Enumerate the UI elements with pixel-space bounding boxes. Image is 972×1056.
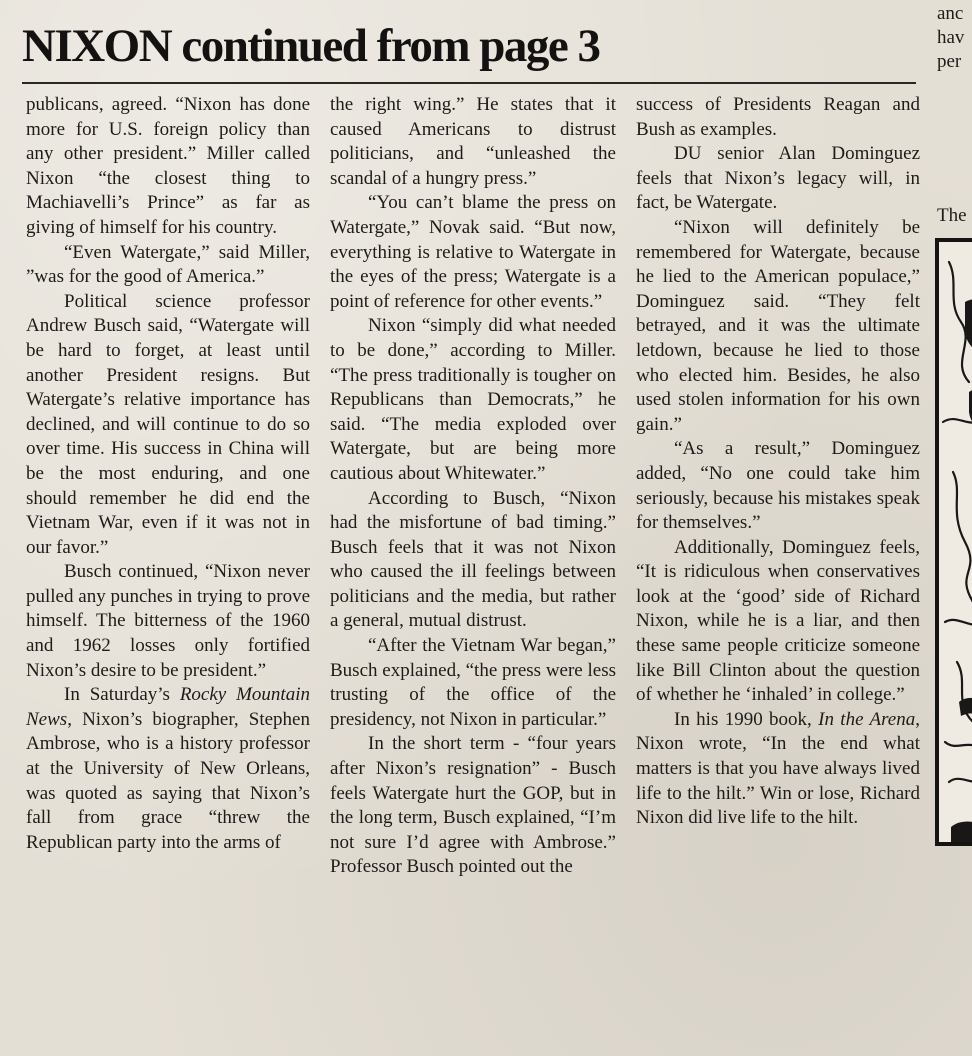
book-title: In the Arena bbox=[818, 708, 916, 730]
article-column-3 bbox=[636, 93, 920, 831]
paragraph: “Nixon will definitely be remembered for Watergate, because he lied to the American populace,” Dominguez said. “They felt betrayed, and it was the ultimate letdown, because he lied to those who elected him. Besides, he also used stolen information for his own gain.” bbox=[636, 216, 920, 435]
paragraph: Additionally, Dominguez feels, “It is ridiculous when conservatives look at the ‘good’ side of Richard Nixon, while he is a liar, and then these same people criticize someone like Bill Clinton about the question of whether he ‘inhaled’ in college.” bbox=[636, 536, 920, 706]
text-run: In Saturday’s bbox=[64, 684, 180, 706]
paragraph: Political science professor Andrew Busch said, “Watergate will be hard to forget, at least until another President resigns. But Watergate’s relative importance has declined, and will continue to do so over time. His success in China will be the most enduring, and one should remember he did end the Vietnam War, even if it was not in our favor.” bbox=[26, 290, 310, 558]
paragraph: “Even Watergate,” said Miller, ”was for the good of America.” bbox=[26, 241, 310, 288]
paragraph: success of Presidents Reagan and Bush as examples. bbox=[636, 94, 920, 140]
paragraph: DU senior Alan Dominguez feels that Nixon’s legacy will, in fact, be Watergate. bbox=[636, 143, 920, 214]
adjacent-article-fragment: The bbox=[937, 205, 967, 226]
adjacent-article-fragment: hav bbox=[937, 27, 965, 48]
paragraph bbox=[636, 708, 920, 831]
headline: NIXON continued from page 3 bbox=[22, 20, 600, 72]
paragraph: “You can’t blame the press on Watergate,” Novak said. “But now, everything is relative to Watergate in the eyes of the press; Watergate is a point of reference for other events.” bbox=[330, 192, 616, 312]
text-run: , Nixon wrote, “In the end what matters is that you have always lived life to the hilt.” Win or lose, Richard Nixon did live life to the hilt. bbox=[636, 708, 920, 829]
article-column-1 bbox=[26, 93, 310, 855]
headline-rule bbox=[22, 82, 916, 84]
paragraph: the right wing.” He states that it caused Americans to distrust politicians, and “unleashed the scandal of a hungry press.” bbox=[330, 94, 616, 189]
publication-title: Rocky Mountain News bbox=[26, 684, 310, 730]
adjacent-article-fragment: anc bbox=[937, 3, 964, 24]
paragraph: Busch continued, “Nixon never pulled any punches in trying to prove himself. The bitterness of the 1960 and 1962 losses only fortified Nixon’s desire to be president.” bbox=[26, 561, 310, 681]
cartoon-drawing bbox=[939, 242, 972, 842]
paragraph bbox=[26, 683, 310, 855]
paragraph: “As a result,” Dominguez added, “No one could take him seriously, because his mistakes speak for themselves.” bbox=[636, 438, 920, 534]
paragraph: According to Busch, “Nixon had the misfortune of bad timing.” Busch feels that it was not Nixon who caused the ill feelings between politicians and the media, but rather a general, mutual distrust. bbox=[330, 487, 616, 632]
paragraph: “After the Vietnam War began,” Busch explained, “the press were less trusting of the office of the presidency, not Nixon in particular.” bbox=[330, 635, 616, 730]
article-column-2 bbox=[330, 93, 616, 880]
cartoon-illustration bbox=[935, 238, 972, 846]
text-run: In his 1990 book, bbox=[674, 708, 819, 730]
paragraph: In the short term - “four years after Nixon’s resignation” - Busch feels Watergate hurt the GOP, but in the long term, Busch explained, “I’m not sure I’d agree with Ambrose.” Professor Busch pointed out the bbox=[330, 733, 616, 878]
adjacent-article-fragment: per bbox=[937, 51, 962, 72]
paragraph: publicans, agreed. “Nixon has done more for U.S. foreign policy than any other president.” Miller called Nixon “the closest thing to Machiavelli’s Prince” as far as giving of himself for his country. bbox=[26, 94, 310, 238]
text-run: , Nixon’s biographer, Stephen Ambrose, who is a history professor at the University of New Orleans, was quoted as saying that Nixon’s fall from grace “threw the Republican party into the arms of bbox=[26, 708, 310, 853]
paragraph: Nixon “simply did what needed to be done,” according to Miller. “The press traditionally is tougher on Republicans than Democrats,” he said. “The media exploded over Watergate, but are being more cautious about Whitewater.” bbox=[330, 315, 616, 484]
